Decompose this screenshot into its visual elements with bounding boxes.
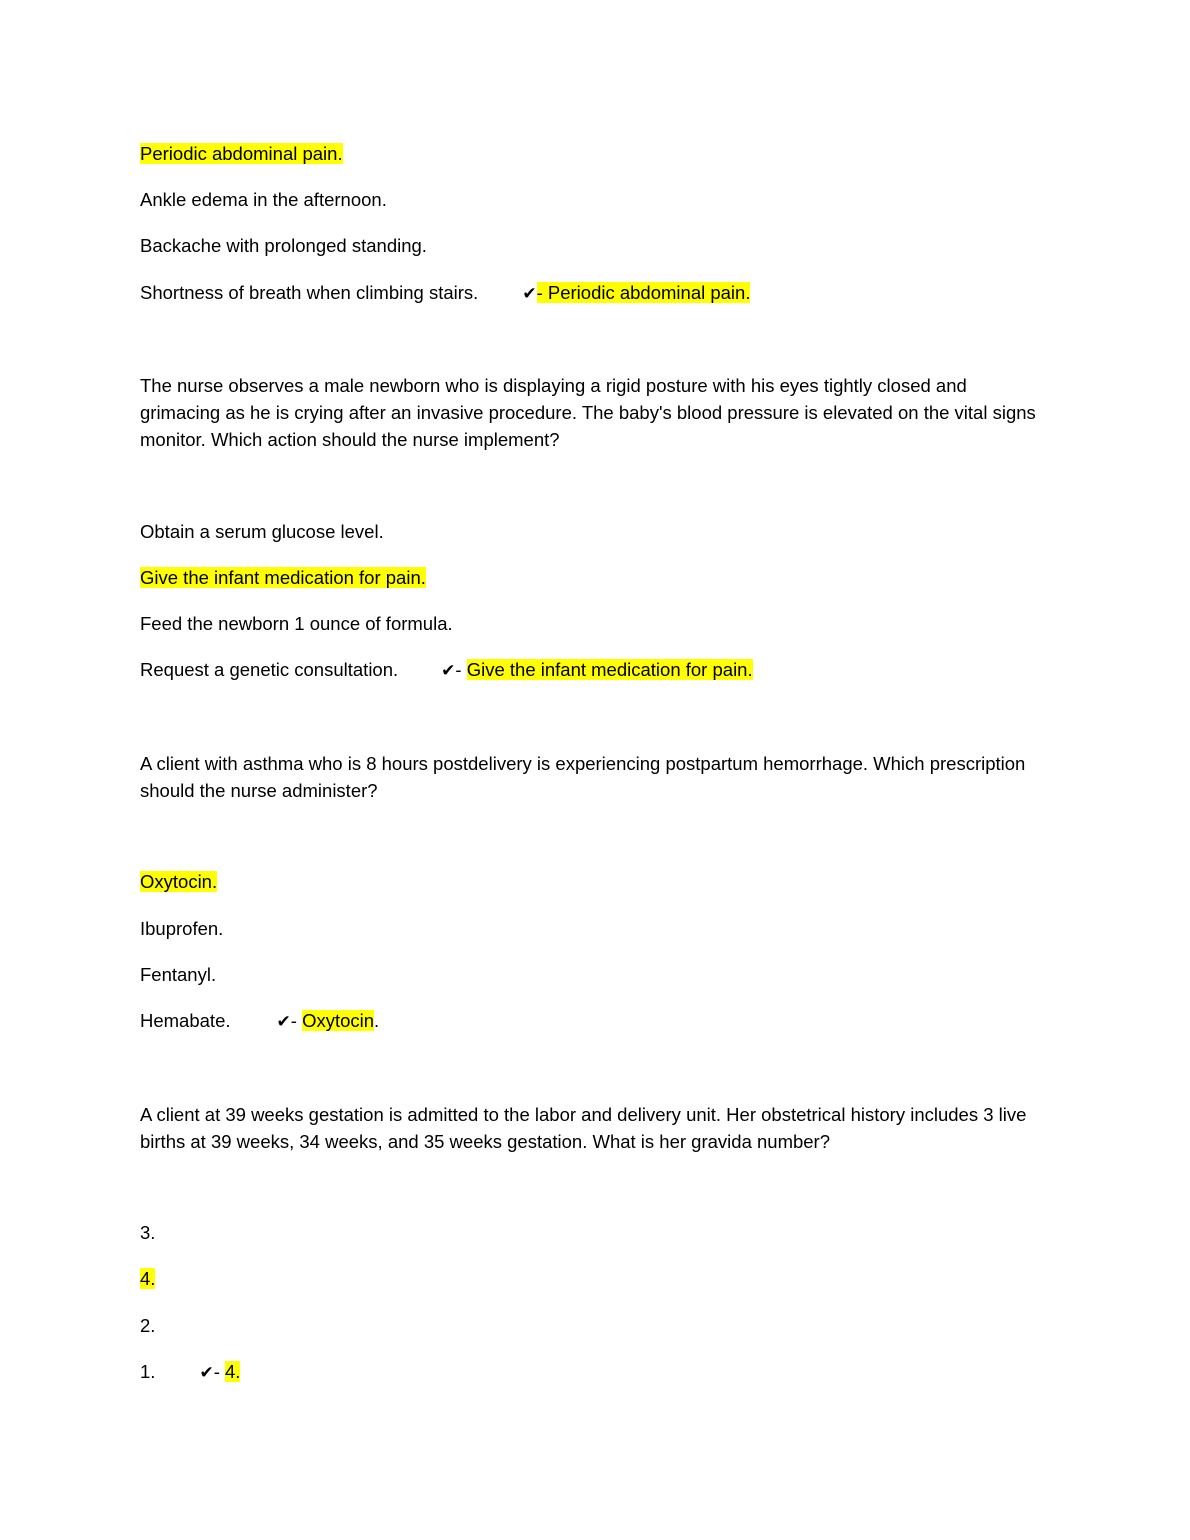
q2-option-2-text: Give the infant medication for pain.	[140, 567, 426, 588]
q3-option-2-text: Ibuprofen.	[140, 918, 224, 939]
q2-answer-prefix: -	[455, 659, 467, 680]
q4-answer-prefix: -	[213, 1361, 225, 1382]
q4-option-4-text: 1.	[140, 1361, 156, 1382]
q3-answer-prefix: -	[290, 1010, 303, 1031]
q3-option-3	[140, 962, 216, 988]
q2-answer: Give the infant medication for pain.	[466, 659, 753, 680]
q2-question: The nurse observes a male newborn who is displaying a rigid posture with his eyes tightly closed and grimacing as he is crying after an invasive procedure. The baby's blood pressure is elevated on the vital signs monitor. Which action should the nurse implement?	[140, 375, 1036, 450]
q4-option-1-text: 3.	[140, 1222, 156, 1243]
q4-option-3	[140, 1313, 155, 1339]
q1-option-4-text: Shortness of breath when climbing stairs.	[140, 282, 479, 303]
q4-answer: 4.	[225, 1361, 241, 1382]
q3-answer: Oxytocin	[302, 1010, 375, 1031]
q2-option-4-text: Request a genetic consultation.	[140, 659, 399, 680]
q1-answer: Periodic abdominal pain.	[547, 282, 751, 303]
q4-option-2	[140, 1266, 155, 1292]
q4-option-2-text: 4.	[140, 1268, 156, 1289]
q1-answer-prefix: -	[536, 282, 548, 303]
q3-option-4-text: Hemabate.	[140, 1010, 231, 1031]
q3-question: A client with asthma who is 8 hours postdelivery is experiencing postpartum hemorrhage. Which prescription should the nurse administer?	[140, 753, 1026, 801]
check-mark-icon: ✔	[441, 661, 456, 681]
q2-option-3	[140, 611, 453, 637]
q1-option-4	[140, 280, 750, 307]
q1-option-2-text: Ankle edema in the afternoon.	[140, 189, 387, 210]
q3-option-2	[140, 916, 223, 942]
q1-option-1-text: Periodic abdominal pain.	[140, 143, 343, 164]
q2-option-1	[140, 519, 384, 545]
q1-option-3	[140, 233, 427, 259]
q3-option-1-text: Oxytocin.	[140, 871, 218, 892]
q3-option-1	[140, 869, 217, 895]
q1-option-3-text: Backache with prolonged standing.	[140, 235, 427, 256]
q2-option-3-text: Feed the newborn 1 ounce of formula.	[140, 613, 453, 634]
q2-option-1-text: Obtain a serum glucose level.	[140, 521, 384, 542]
q1-option-2	[140, 187, 387, 213]
check-mark-icon: ✔	[276, 1012, 291, 1032]
q3-option-3-text: Fentanyl.	[140, 964, 217, 985]
q3-option-4	[140, 1008, 379, 1035]
q1-option-1	[140, 141, 343, 167]
q3-answer-suffix: .	[374, 1010, 380, 1031]
q2-option-2	[140, 565, 426, 591]
q4-question: A client at 39 weeks gestation is admitted to the labor and delivery unit. Her obstetrical history includes 3 live births at 39 weeks, 34 weeks, and 35 weeks gestation. What is her gravida number?	[140, 1104, 1027, 1152]
check-mark-icon: ✔	[522, 284, 537, 304]
q4-option-4	[140, 1359, 240, 1386]
q2-option-4	[140, 657, 753, 684]
q4-option-1	[140, 1220, 155, 1246]
q4-option-3-text: 2.	[140, 1315, 156, 1336]
check-mark-icon: ✔	[199, 1363, 214, 1383]
